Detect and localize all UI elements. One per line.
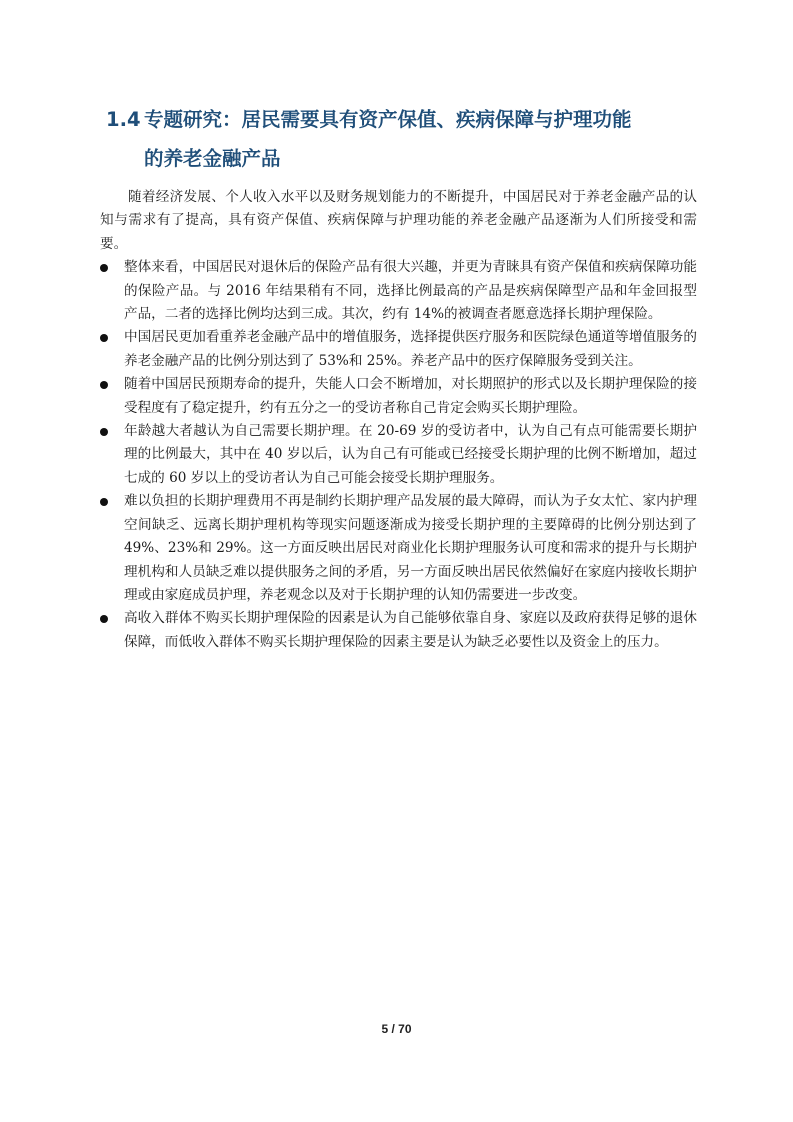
bullet-dot-icon: [100, 428, 108, 436]
bullet-item: [100, 607, 697, 654]
bullet-item: [100, 256, 697, 326]
intro-paragraph: 随着经济发展、个人收入水平以及财务规划能力的不断提升，中国居民对于养老金融产品的认知与需求有了提高，具有资产保值、疾病保障与护理功能的养老金融产品逐渐为人们所接受和需要。: [100, 189, 697, 252]
body-content: [100, 186, 697, 654]
bullet-text: 中国居民更加看重养老金融产品中的增值服务，选择提供医疗服务和医院绿色通道等增值服务的养老金融产品的比例分别达到了 53%和 25%。养老产品中的医疗保障服务受到关注。: [124, 329, 697, 369]
bullet-dot-icon: [100, 498, 108, 506]
bullet-dot-icon: [100, 615, 108, 623]
section-title-line2: 的养老金融产品: [144, 147, 281, 170]
bullet-list: [100, 256, 697, 654]
bullet-item: [100, 420, 697, 490]
bullet-dot-icon: [100, 264, 108, 272]
bullet-text: 年龄越大者越认为自己需要长期护理。在 20-69 岁的受访者中，认为自己有点可能需要长期护理的比例最大，其中在 40 岁以后，认为自己有可能或已经接受长期护理的比例不断增加，超过七成的 60 岁以上的受访者认为自己可能会接受长期护理服务。: [124, 423, 697, 486]
page-number: 5 / 70: [381, 1022, 412, 1036]
bullet-item: [100, 373, 697, 420]
bullet-item: [100, 490, 697, 607]
section-heading: [106, 100, 706, 178]
bullet-dot-icon: [100, 381, 108, 389]
bullet-text: 难以负担的长期护理费用不再是制约长期护理产品发展的最大障碍，而认为子女太忙、家内护理空间缺乏、远离长期护理机构等现实问题逐渐成为接受长期护理的主要障碍的比例分别达到了 49%、23%和 29%。这一方面反映出居民对商业化长期护理服务认可度和需求的提升与长期护理机构和人员缺乏难以提供服务之间的矛盾，另一方面反映出居民依然偏好在家庭内接收长期护理或由家庭成员护理，养老观念以及对于长期护理的认知仍需要进一步改变。: [124, 493, 697, 603]
bullet-text: 高收入群体不购买长期护理保险的因素是认为自己能够依靠自身、家庭以及政府获得足够的退休保障，而低收入群体不购买长期护理保险的因素主要是认为缺乏必要性以及资金上的压力。: [124, 610, 697, 650]
bullet-text: 整体来看，中国居民对退休后的保险产品有很大兴趣，并更为青睐具有资产保值和疾病保障功能的保险产品。与 2016 年结果稍有不同，选择比例最高的产品是疾病保障型产品和年金回报型产品，二者的选择比例均达到三成。其次，约有 14%的被调查者愿意选择长期护理保险。: [124, 259, 697, 323]
bullet-dot-icon: [100, 334, 108, 342]
section-number: 1.4: [106, 108, 141, 131]
section-title-line1: 专题研究：居民需要具有资产保值、疾病保障与护理功能: [144, 108, 632, 131]
bullet-item: [100, 326, 697, 373]
bullet-text: 随着中国居民预期寿命的提升，失能人口会不断增加，对长期照护的形式以及长期护理保险的接受程度有了稳定提升，约有五分之一的受访者称自己肯定会购买长期护理险。: [124, 376, 697, 416]
